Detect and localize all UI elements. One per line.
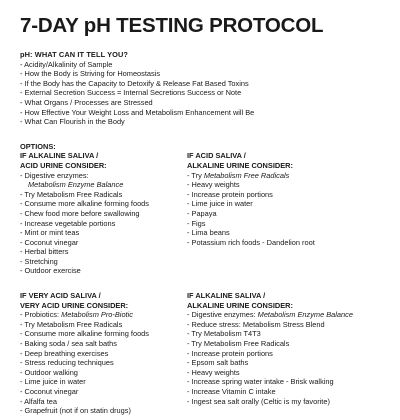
list-item: - Coconut vinegar [20,387,79,396]
list-item: - Try Metabolism Free Radicals [187,339,290,349]
block-heading: ALKALINE URINE CONSIDER: [187,160,293,170]
block-list [187,310,387,406]
intro-item: - How the Body is Striving for Homeostasis [20,69,161,79]
list-item: - Outdoor walking [20,367,78,377]
list-item: - Try Metabolism Free Radicals [187,170,290,180]
list-item: Metabolism Enzyme Balance [28,180,124,190]
list-item: - Outdoor exercise [20,266,81,276]
intro-list [20,60,390,127]
list-item: - Lime juice in water [187,199,253,209]
list-item: - Heavy weights [187,180,240,190]
option-block-alkaline-saliva-acid-urine [20,151,187,276]
options-grid [20,151,390,415]
list-item: - Increase vegetable portions [20,218,116,228]
list-item: - Increase protein portions [187,189,273,199]
intro-item: - How Effective Your Weight Loss and Metabolism Enhancement will Be [20,107,255,117]
list-item: - Potassium rich foods - Dandelion root [187,237,315,247]
list-item: - Figs [187,218,206,228]
block-heading: VERY ACID URINE CONSIDER: [20,300,129,310]
list-item: - Increase spring water intake - Brisk walking [187,377,334,387]
block-heading: IF ALKALINE SALIVA / [20,151,99,161]
intro-section [20,50,390,127]
intro-item: - What Organs / Processes are Stressed [20,97,153,107]
list-item: - Digestive enzymes: [20,170,89,180]
list-item: - Ingest sea salt orally (Celtic is my favorite) [187,396,330,406]
list-item: - Epsom salt baths [187,358,249,368]
list-item: - Digestive enzymes: Metabolism Enzyme Balance [187,310,353,320]
intro-item: - What Can Flourish in the Body [20,117,125,127]
list-item: - Stretching [20,256,58,266]
list-item: - Coconut vinegar [20,237,79,247]
list-item: - Try Metabolism Free Radicals [20,189,123,199]
block-heading: ACID URINE CONSIDER: [20,160,107,170]
list-item: - Increase Vitamin C intake [187,387,276,396]
intro-item: - Acidity/Alkalinity of Sample [20,59,113,69]
list-item: - Alfalfa tea [20,396,57,406]
block-list [20,171,187,277]
list-item: - Deep breathing exercises [20,348,109,358]
list-item: - Consume more alkaline forming foods [20,329,149,339]
option-block-acid-saliva-alkaline-urine [187,151,387,276]
block-list [20,310,187,416]
intro-heading: pH: WHAT CAN IT TELL YOU? [20,50,129,59]
options-heading: OPTIONS: [20,141,56,151]
block-heading: IF ALKALINE SALIVA / [187,291,266,301]
list-item: - Chew food more before swallowing [20,208,140,218]
block-heading: IF ACID SALIVA / [187,151,246,161]
document-title: 7-DAY pH TESTING PROTOCOL [20,14,324,37]
list-item: - Lima beans [187,228,230,238]
list-item: - Try Metabolism T4T3 [187,329,261,339]
list-item: - Consume more alkaline forming foods [20,199,149,209]
list-item: - Try Metabolism Free Radicals [20,319,123,329]
list-item: - Mint or mint teas [20,228,80,238]
option-block-alkaline-saliva-alkaline-urine [187,291,387,416]
list-item: - Grapefruit (not if on statin drugs) [20,406,131,416]
list-item: - Lime juice in water [20,377,86,387]
block-heading: IF VERY ACID SALIVA / [20,291,101,301]
list-item: - Herbal bitters [20,247,69,257]
list-item: - Heavy weights [187,367,240,377]
list-item: - Reduce stress: Metabolism Stress Blend [187,319,325,329]
list-item: - Probiotics: Metabolism Pro-Biotic [20,310,133,320]
list-item: - Baking soda / sea salt baths [20,339,117,349]
intro-item: - External Secretion Success = Internal Secretions Success or Note [20,88,242,98]
block-heading: ALKALINE URINE CONSIDER: [187,300,293,310]
block-list [187,171,387,248]
list-item: - Increase protein portions [187,348,273,358]
intro-item: - If the Body has the Capacity to Detoxify & Release Fat Based Toxins [20,78,249,88]
option-block-very-acid-saliva-very-acid-urine [20,291,187,416]
list-item: - Papaya [187,208,217,218]
list-item: - Stress reducing techniques [20,358,114,368]
